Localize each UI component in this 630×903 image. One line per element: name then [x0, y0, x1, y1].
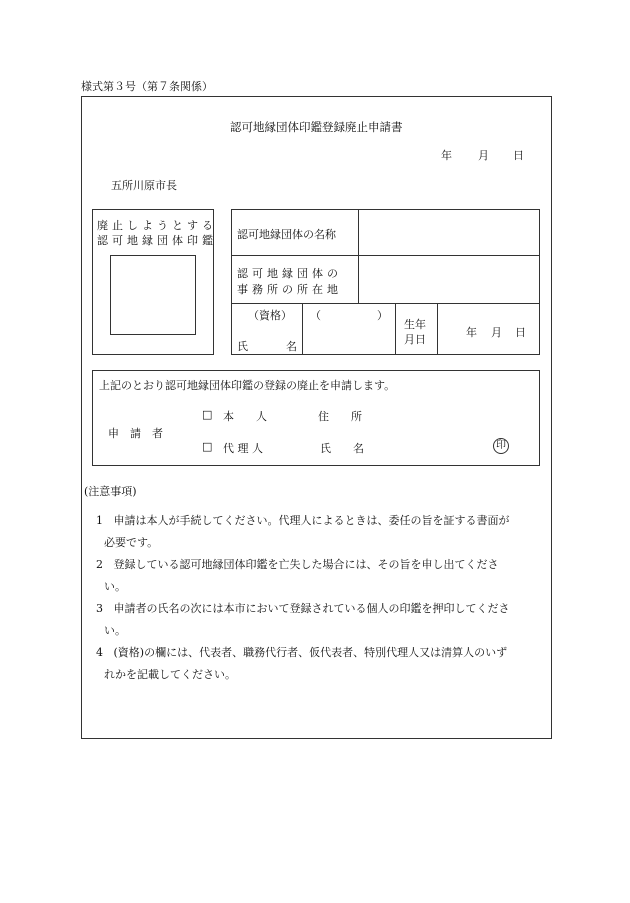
divider: [302, 303, 303, 355]
note-item: 1 申請は本人が手続してください。代理人によるときは、委任の旨を証する書面が 必要です。: [96, 514, 510, 549]
agent-checkbox[interactable]: □: [202, 440, 213, 453]
divider: [231, 255, 540, 256]
self-checkbox[interactable]: □: [202, 408, 213, 421]
application-statement: 上記のとおり認可地縁団体印鑑の登録の廃止を申請します。: [99, 379, 396, 392]
qualification-paren-open: （: [310, 309, 321, 322]
applicant-name-field[interactable]: [382, 437, 482, 455]
qualification-paren-close: ）: [377, 309, 388, 322]
address-label: 住 所: [318, 410, 362, 423]
office-label-2: 事務所の所在地: [237, 283, 342, 296]
birth-label-2: 月日: [404, 333, 426, 346]
qualification-label: （資格）: [248, 309, 292, 322]
agent-label: 代 理 人: [223, 442, 263, 455]
date-day: 日: [513, 149, 524, 162]
representative-name-label-1: 氏: [237, 340, 248, 353]
office-label-1: 認可地縁団体の: [237, 267, 342, 280]
seal-box-label-1: 廃止しようとする: [97, 219, 217, 232]
note-item: 2 登録している認可地縁団体印鑑を亡失した場合には、その旨を申し出てくださ い。: [96, 558, 499, 593]
birth-label-1: 生年: [404, 318, 426, 331]
notes-heading: (注意事項): [84, 485, 137, 498]
divider: [231, 303, 540, 304]
applicant-label: 申 請 者: [108, 427, 163, 440]
date-year: 年: [441, 149, 452, 162]
applicant-address-field[interactable]: [382, 405, 482, 423]
divider: [358, 209, 359, 303]
form-title: 認可地縁団体印鑑登録廃止申請書: [230, 120, 403, 134]
birth-day: 日: [515, 326, 526, 339]
note-item: 3 申請者の氏名の次には本市において登録されている個人の印鑑を押印してくださ い。: [96, 602, 510, 637]
note-item: 4 (資格)の欄には、代表者、職務代行者、仮代表者、特別代理人又は清算人のいず れかを記載してください。: [96, 646, 508, 681]
seal-box-label-2: 認可地縁団体印鑑: [97, 234, 217, 247]
addressee: 五所川原市長: [111, 179, 177, 192]
birth-month: 月: [491, 326, 502, 339]
divider: [395, 303, 396, 355]
seal-mark-icon: 印: [493, 438, 509, 454]
seal-impression-area[interactable]: [110, 255, 196, 335]
date-month: 月: [478, 149, 489, 162]
representative-name-label-2: 名: [286, 340, 297, 353]
birth-year: 年: [466, 326, 477, 339]
self-label: 本 人: [223, 410, 267, 423]
divider: [437, 303, 438, 355]
group-name-label: 認可地縁団体の名称: [237, 228, 336, 241]
form-number: 様式第３号（第７条関係）: [81, 80, 213, 93]
representative-name-field[interactable]: [308, 325, 388, 347]
applicant-name-label: 氏 名: [320, 442, 364, 455]
